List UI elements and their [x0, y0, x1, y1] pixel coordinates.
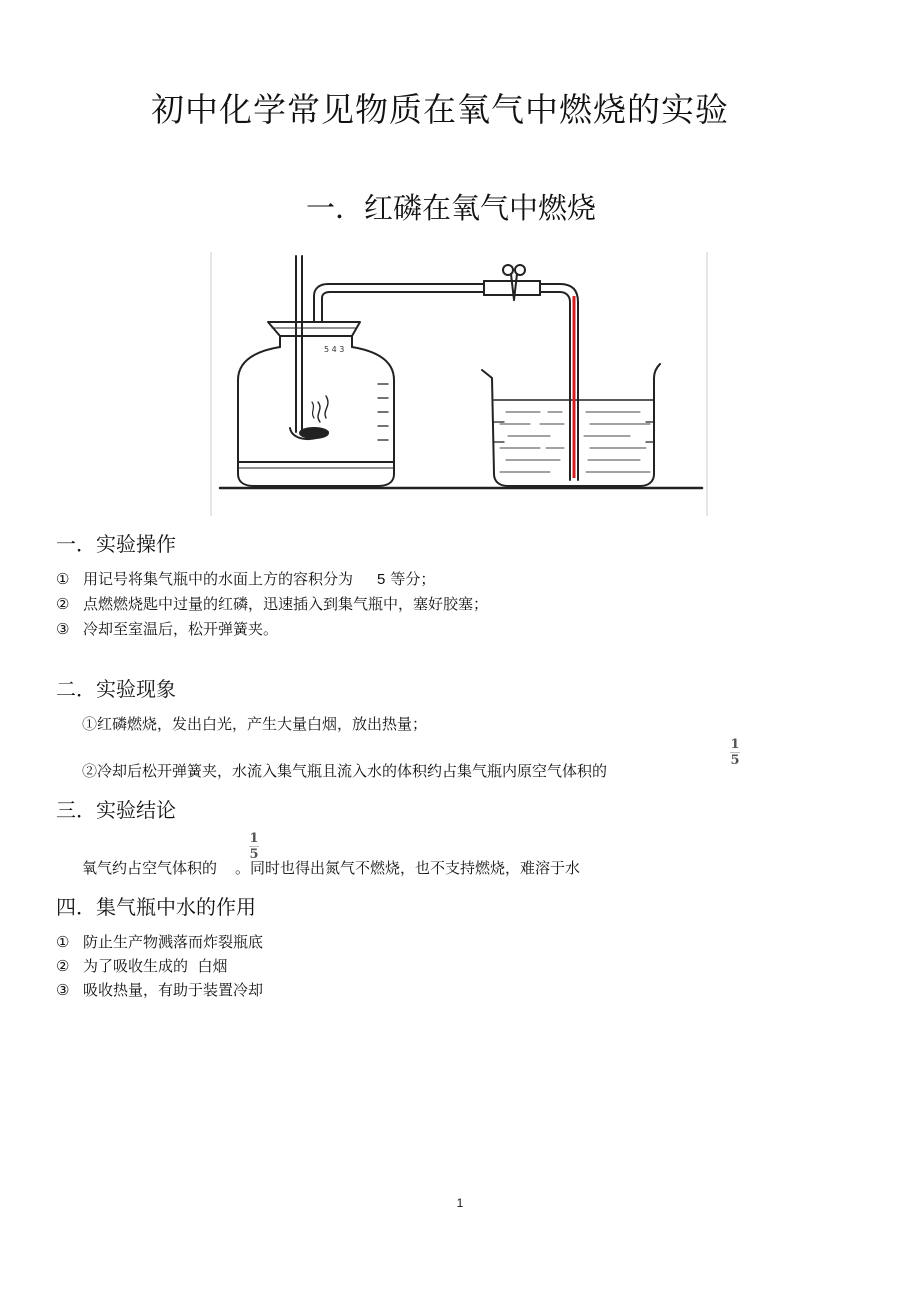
apparatus-drawing	[210, 252, 708, 516]
fraction-one-fifth	[248, 831, 260, 862]
phenomenon-item-1: ①红磷燃烧，发出白光，产生大量白烟，放出热量；	[82, 715, 428, 733]
fraction-denominator: 5	[249, 847, 259, 862]
page-title: 初中化学常见物质在氧气中燃烧的实验	[151, 90, 729, 129]
item-number: ③	[56, 620, 70, 638]
item-text: 点燃燃烧匙中过量的红磷，迅速插入到集气瓶中，塞好胶塞；	[83, 595, 489, 613]
page-number: 1	[456, 1196, 464, 1210]
item-text: 防止生产物溅落而炸裂瓶底	[83, 933, 264, 951]
phenomenon-heading: 二．实验现象	[56, 677, 176, 701]
item-text: 为了吸收生成的 白烟	[83, 957, 228, 975]
operation-item-1	[56, 568, 435, 589]
item-text-end: 等分；	[390, 570, 436, 588]
water-role-item-2	[56, 955, 228, 976]
fraction-denominator: 5	[730, 753, 740, 768]
operation-item-2	[56, 593, 488, 614]
water-role-heading: 四．集气瓶中水的作用	[56, 895, 256, 919]
division-count: 5	[377, 571, 386, 588]
phenomenon-item-2: ②冷却后松开弹簧夹，水流入集气瓶且流入水的体积约占集气瓶内原空气体积的	[82, 762, 608, 780]
fraction-one-fifth	[729, 737, 741, 768]
item-number: ②	[56, 957, 70, 975]
water-role-item-1	[56, 931, 263, 952]
conclusion-text	[82, 857, 580, 878]
item-number: ③	[56, 981, 70, 999]
item-number: ①	[56, 570, 70, 588]
conclusion-heading: 三．实验结论	[56, 798, 176, 822]
item-text: 吸收热量，有助于装置冷却	[83, 981, 264, 999]
fraction-numerator: 1	[730, 737, 740, 752]
section-subtitle: 一．红磷在氧气中燃烧	[306, 191, 597, 225]
item-text: 用记号将集气瓶中的水面上方的容积分为	[83, 570, 354, 588]
jar-marks-label: 5 4 3	[324, 345, 345, 354]
operation-item-3	[56, 618, 278, 639]
item-text: 冷却至室温后，松开弹簧夹。	[83, 620, 279, 638]
conclusion-text-start: 氧气约占空气体积的	[82, 859, 218, 877]
fraction-numerator: 1	[249, 831, 259, 846]
operation-heading: 一．实验操作	[56, 532, 176, 556]
item-number: ①	[56, 933, 70, 951]
item-number: ②	[56, 595, 70, 613]
apparatus-figure	[210, 252, 708, 516]
conclusion-text-end: 。同时也得出氮气不燃烧，也不支持燃烧，难溶于水	[235, 859, 581, 877]
water-role-item-3	[56, 979, 263, 1000]
